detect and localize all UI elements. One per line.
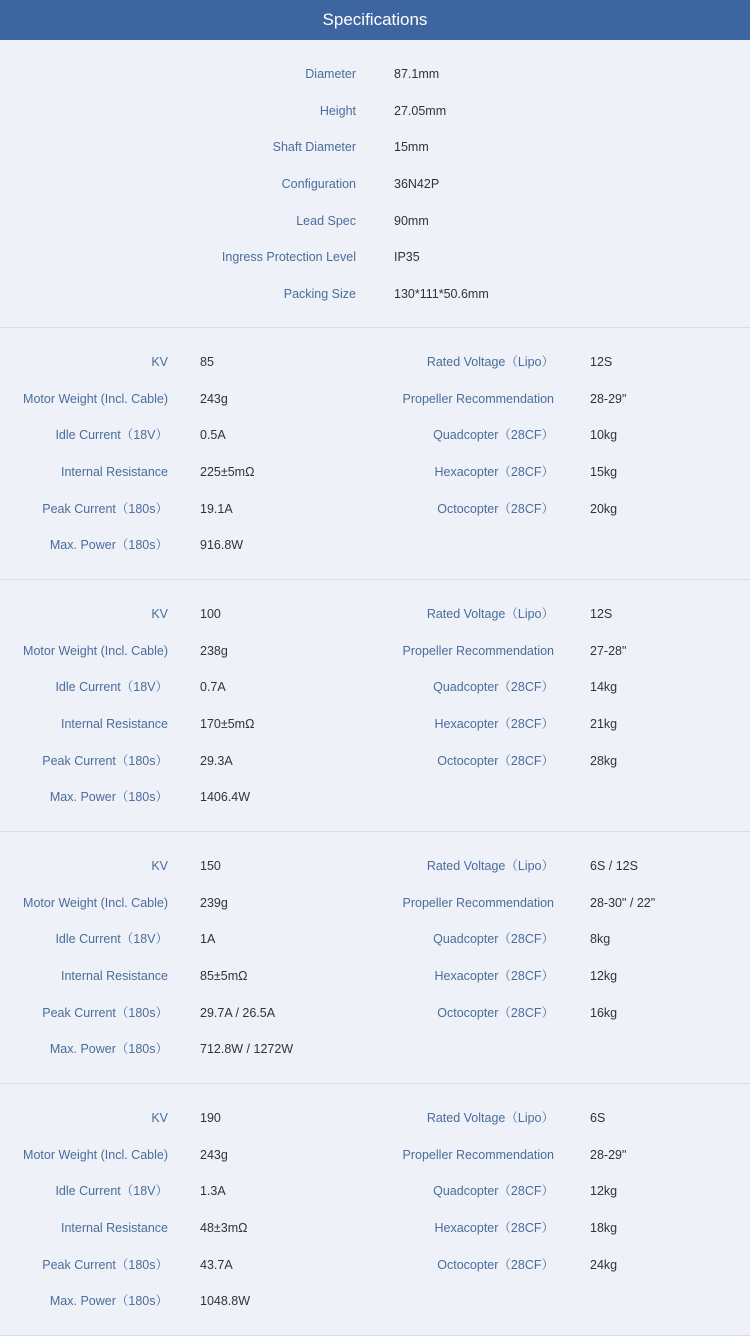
spec-label: KV: [151, 607, 168, 621]
spec-row: [0, 1255, 750, 1275]
spec-value: 238g: [200, 644, 228, 658]
spec-label: KV: [151, 1111, 168, 1125]
spec-row: [0, 856, 750, 876]
spec-row: [0, 535, 750, 555]
spec-value: 90mm: [394, 214, 429, 228]
spec-label: Internal Resistance: [60, 717, 168, 731]
spec-value: 27-28": [590, 644, 627, 658]
spec-value: 43.7A: [200, 1258, 233, 1272]
page-title: Specifications: [322, 10, 428, 29]
spec-value: IP35: [394, 250, 420, 264]
spec-row: [0, 64, 750, 84]
spec-label: Rated Voltage（Lipo）: [426, 355, 554, 369]
spec-value: 1A: [200, 932, 216, 946]
spec-label: Motor Weight (Incl. Cable): [23, 644, 168, 658]
variant-section: [0, 1084, 750, 1336]
spec-row: [0, 1003, 750, 1023]
spec-value: 170±5mΩ: [200, 717, 255, 731]
spec-value: 1406.4W: [200, 790, 251, 804]
spec-value: 18kg: [590, 1221, 618, 1235]
spec-label: Internal Resistance: [60, 969, 168, 983]
spec-row: [0, 893, 750, 913]
spec-row: [0, 101, 750, 121]
spec-label: Idle Current（18V）: [55, 680, 168, 694]
variant-section: [0, 328, 750, 580]
spec-label: Shaft Diameter: [272, 140, 356, 154]
spec-label: Peak Current（180s）: [42, 502, 168, 516]
spec-label: Propeller Recommendation: [402, 1148, 554, 1162]
spec-row: [0, 1291, 750, 1311]
general-specs: [0, 40, 750, 328]
spec-value: 16kg: [590, 1006, 618, 1020]
spec-label: Hexacopter（28CF）: [434, 717, 554, 731]
spec-label: Octocopter（28CF）: [437, 502, 554, 516]
spec-label: Propeller Recommendation: [402, 644, 554, 658]
spec-value: 12S: [590, 607, 613, 621]
spec-value: 28-29": [590, 392, 627, 406]
spec-value: 8kg: [590, 932, 611, 946]
spec-value: 48±3mΩ: [200, 1221, 248, 1235]
spec-row: [0, 462, 750, 482]
spec-row: [0, 1145, 750, 1165]
spec-value: 243g: [200, 1148, 228, 1162]
spec-value: 1048.8W: [200, 1294, 251, 1308]
spec-row: [0, 137, 750, 157]
spec-row: [0, 751, 750, 771]
spec-label: Propeller Recommendation: [402, 896, 554, 910]
spec-label: Rated Voltage（Lipo）: [426, 859, 554, 873]
spec-value: 0.5A: [200, 428, 226, 442]
spec-value: 6S / 12S: [590, 859, 638, 873]
spec-label: Internal Resistance: [60, 1221, 168, 1235]
spec-row: [0, 641, 750, 661]
spec-value: 29.3A: [200, 754, 233, 768]
spec-value: 21kg: [590, 717, 618, 731]
spec-value: 27.05mm: [394, 104, 447, 118]
spec-label: Quadcopter（28CF）: [433, 932, 554, 946]
spec-label: Max. Power（180s）: [49, 538, 168, 552]
spec-value: 15kg: [590, 465, 618, 479]
spec-label: Peak Current（180s）: [42, 1258, 168, 1272]
spec-value: 87.1mm: [394, 67, 440, 81]
spec-label: Configuration: [281, 177, 356, 191]
spec-value: 20kg: [590, 502, 618, 516]
variant-section: [0, 580, 750, 832]
spec-row: [0, 284, 750, 304]
spec-label: Height: [319, 104, 356, 118]
spec-row: [0, 1181, 750, 1201]
spec-label: Lead Spec: [296, 214, 356, 228]
spec-value: 28-29": [590, 1148, 627, 1162]
spec-value: 0.7A: [200, 680, 226, 694]
spec-value: 85±5mΩ: [200, 969, 248, 983]
spec-value: 239g: [200, 896, 228, 910]
spec-row: [0, 966, 750, 986]
spec-row: [0, 352, 750, 372]
spec-row: [0, 1218, 750, 1238]
spec-value: 24kg: [590, 1258, 618, 1272]
spec-value: 190: [200, 1111, 221, 1125]
spec-value: 12S: [590, 355, 613, 369]
spec-row: [0, 499, 750, 519]
spec-label: Quadcopter（28CF）: [433, 680, 554, 694]
spec-label: Max. Power（180s）: [49, 1042, 168, 1056]
spec-label: Hexacopter（28CF）: [434, 969, 554, 983]
spec-value: 12kg: [590, 969, 618, 983]
spec-row: [0, 1039, 750, 1059]
spec-row: [0, 247, 750, 267]
spec-label: Hexacopter（28CF）: [434, 465, 554, 479]
spec-label: Octocopter（28CF）: [437, 1006, 554, 1020]
spec-value: 130*111*50.6mm: [394, 287, 489, 301]
variant-section: [0, 832, 750, 1084]
spec-row: [0, 174, 750, 194]
spec-value: 100: [200, 607, 221, 621]
specifications-header: [0, 0, 750, 40]
spec-value: 28-30" / 22": [590, 896, 656, 910]
spec-row: [0, 677, 750, 697]
spec-label: Octocopter（28CF）: [437, 754, 554, 768]
spec-value: 916.8W: [200, 538, 244, 552]
spec-row: [0, 389, 750, 409]
spec-label: Octocopter（28CF）: [437, 1258, 554, 1272]
spec-label: Rated Voltage（Lipo）: [426, 1111, 554, 1125]
spec-label: Ingress Protection Level: [221, 250, 356, 264]
spec-value: 36N42P: [394, 177, 440, 191]
spec-label: KV: [151, 859, 168, 873]
spec-label: Idle Current（18V）: [55, 932, 168, 946]
spec-label: Motor Weight (Incl. Cable): [23, 392, 168, 406]
spec-value: 12kg: [590, 1184, 618, 1198]
spec-row: [0, 211, 750, 231]
spec-label: Peak Current（180s）: [42, 1006, 168, 1020]
spec-row: [0, 604, 750, 624]
spec-label: Idle Current（18V）: [55, 428, 168, 442]
spec-row: [0, 787, 750, 807]
spec-label: KV: [151, 355, 168, 369]
spec-value: 243g: [200, 392, 228, 406]
spec-row: [0, 1108, 750, 1128]
spec-value: 6S: [590, 1111, 606, 1125]
spec-label: Packing Size: [283, 287, 356, 301]
spec-value: 1.3A: [200, 1184, 226, 1198]
spec-label: Diameter: [305, 67, 356, 81]
spec-value: 225±5mΩ: [200, 465, 255, 479]
spec-label: Idle Current（18V）: [55, 1184, 168, 1198]
spec-label: Internal Resistance: [60, 465, 168, 479]
spec-value: 19.1A: [200, 502, 233, 516]
spec-value: 150: [200, 859, 221, 873]
spec-row: [0, 425, 750, 445]
spec-label: Quadcopter（28CF）: [433, 428, 554, 442]
spec-value: 14kg: [590, 680, 618, 694]
spec-row: [0, 929, 750, 949]
spec-value: 15mm: [394, 140, 429, 154]
spec-label: Quadcopter（28CF）: [433, 1184, 554, 1198]
spec-label: Max. Power（180s）: [49, 1294, 168, 1308]
spec-label: Rated Voltage（Lipo）: [426, 607, 554, 621]
spec-label: Max. Power（180s）: [49, 790, 168, 804]
spec-label: Propeller Recommendation: [402, 392, 554, 406]
spec-label: Hexacopter（28CF）: [434, 1221, 554, 1235]
spec-value: 10kg: [590, 428, 618, 442]
spec-label: Peak Current（180s）: [42, 754, 168, 768]
spec-value: 28kg: [590, 754, 618, 768]
spec-value: 85: [200, 355, 214, 369]
spec-value: 712.8W / 1272W: [200, 1042, 294, 1056]
spec-value: 29.7A / 26.5A: [200, 1006, 276, 1020]
spec-row: [0, 714, 750, 734]
spec-label: Motor Weight (Incl. Cable): [23, 896, 168, 910]
spec-label: Motor Weight (Incl. Cable): [23, 1148, 168, 1162]
